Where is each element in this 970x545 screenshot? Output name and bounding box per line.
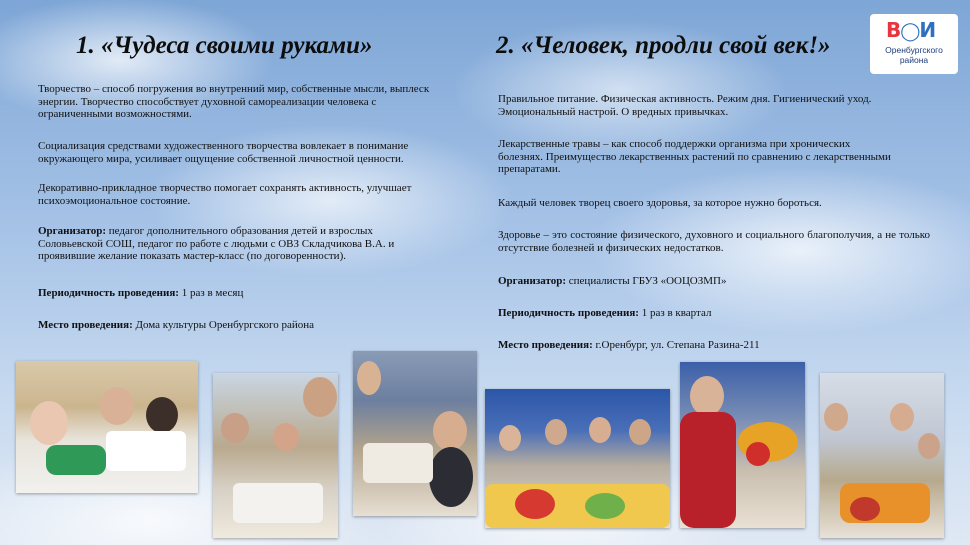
left-period-text: 1 раз в месяц <box>178 287 244 299</box>
right-title: 2. «Человек, продли свой век!» <box>496 32 831 59</box>
photo-group-workshop <box>353 351 477 516</box>
left-paragraph-1: Творчество – способ погружения во внутренний мир, собственные мысли, выплеск энергии. Творчество способствует духовной самореализации человека с ограниченными возможностями. <box>38 83 430 120</box>
left-title: 1. «Чудеса своими руками» <box>76 32 373 59</box>
photo-seminar-audience <box>485 389 670 528</box>
left-organizer-text: педагог дополнительного образования детей и взрослых Соловьевской СОШ, педагог по работе с людьми с ОВЗ Складчикова В.А. и проявившие желание показать мастер-класс (по договоренности). <box>38 225 395 262</box>
right-organizer-text: специалисты ГБУЗ «ООЦОЗМП» <box>566 275 727 287</box>
right-paragraph-2: Лекарственные травы – как способ поддержки организма при хронических болезнях. Преимущество лекарственных растений по сравнению с лекарственными препаратами. <box>498 138 891 175</box>
left-place <box>38 319 438 332</box>
photo-women-table <box>213 373 338 538</box>
right-place-label: Место проведения: <box>498 339 593 351</box>
left-paragraph-2: Социализация средствами художественного творчества вовлекает в понимание окружающего мира, усиливает ощущение собственной личностной ценности. <box>38 140 409 165</box>
right-paragraph-1: Правильное питание. Физическая активность. Режим дня. Гигиенический уход. Эмоциональный настрой. О вредных привычках. <box>498 93 872 118</box>
photo-girl-fruits <box>680 362 805 528</box>
left-organizer <box>38 225 438 263</box>
right-place <box>498 339 898 352</box>
right-paragraph-3: Каждый человек творец своего здоровья, за которое нужно бороться. <box>498 197 822 209</box>
voi-logo-mark: В◯И <box>886 18 936 42</box>
left-organizer-label: Организатор: <box>38 225 107 237</box>
right-paragraph-4: Здоровье – это состояние физического, духовного и социального благополучия, а не только отсутствие болезней и физических недостатков. <box>498 229 930 254</box>
left-period-label: Периодичность проведения: <box>38 287 179 299</box>
logo-caption-line2: района <box>899 55 929 65</box>
left-place-text: Дома культуры Оренбургского района <box>132 319 315 331</box>
right-period-label: Периодичность проведения: <box>498 307 639 319</box>
left-paragraph-3: Декоративно-прикладное творчество помогает сохранять активность, улучшает психоэмоциональное состояние. <box>38 182 412 207</box>
photo-table-vegetables <box>820 373 944 538</box>
right-period-text: 1 раз в квартал <box>638 307 712 319</box>
right-organizer-label: Организатор: <box>498 275 567 287</box>
right-organizer <box>498 275 898 288</box>
right-period <box>498 307 898 320</box>
left-period <box>38 287 438 300</box>
logo-caption-line1: Оренбургского <box>885 45 943 55</box>
left-place-label: Место проведения: <box>38 319 133 331</box>
photo-children-craft <box>16 361 198 493</box>
right-place-text: г.Оренбург, ул. Степана Разина-211 <box>592 339 760 351</box>
